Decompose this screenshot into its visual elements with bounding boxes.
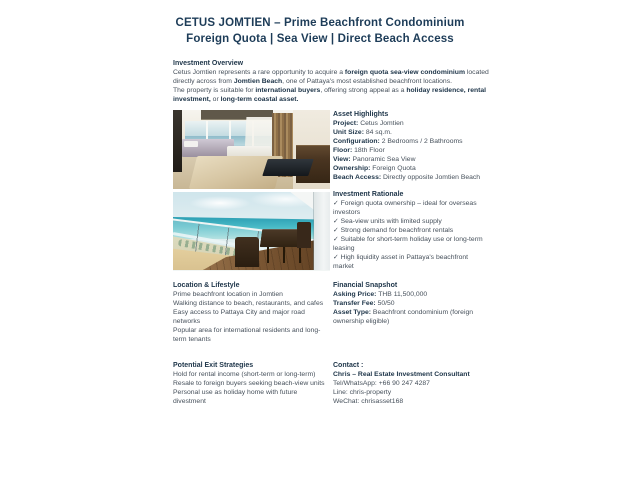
overview-paragraph-2: The property is suitable for international buyers, offering strong appeal as a holiday residence, rental investment, or long-term coastal asset.: [173, 87, 487, 103]
heading-investment-rationale: Investment Rationale: [333, 191, 404, 198]
location-item: Prime beachfront location in Jomtien: [173, 291, 283, 298]
spec-row: [333, 155, 490, 164]
row-exit-contact: [173, 361, 490, 406]
contact-name: Chris – Real Estate Investment Consultant: [333, 371, 470, 378]
contact-wechat-id: WeChat: chrisasset168: [333, 398, 404, 405]
rationale-item: ✓ Foreign quota ownership – ideal for overseas investors: [333, 200, 477, 216]
heading-financial-snapshot: Financial Snapshot: [333, 282, 398, 289]
section-location-lifestyle: [173, 281, 330, 344]
heading-exit-strategies: Potential Exit Strategies: [173, 362, 254, 369]
spec-row: [333, 137, 490, 146]
spec-label: Ownership:: [333, 165, 371, 172]
heading-contact: Contact :: [333, 362, 364, 369]
spec-value: Beachfront condominium (foreign ownership eligible): [333, 309, 474, 325]
spec-label: Floor:: [333, 147, 353, 154]
section-exit-strategies: [173, 361, 330, 406]
spec-value: 2 Bedrooms / 2 Bathrooms: [379, 138, 463, 145]
spec-value: Cetus Jomtien: [358, 120, 404, 127]
spec-value: Panoramic Sea View: [350, 156, 416, 163]
spec-label: Unit Size:: [333, 129, 364, 136]
contact-line-id: Line: chris-property: [333, 389, 392, 396]
spec-label: Asset Type:: [333, 309, 372, 316]
page-title-line1: CETUS JOMTIEN – Prime Beachfront Condominium: [175, 17, 465, 29]
pillow: [184, 141, 198, 147]
exit-item: Resale to foreign buyers seeking beach-view units: [173, 380, 325, 387]
table-legs: [267, 246, 303, 263]
spec-value: 84 sq.m.: [363, 129, 392, 136]
row-location-financial: [173, 281, 490, 344]
page-title-line2: Foreign Quota | Sea View | Direct Beach Access: [186, 32, 454, 45]
overview-paragraph-1: Cetus Jomtien represents a rare opportunity to acquire a foreign quota sea-view condominium located directly across from Jomtien Beach, one of Pattaya's most established beachfront locations.: [173, 69, 489, 85]
spec-label: Beach Access:: [333, 174, 382, 181]
spec-row: [333, 146, 490, 155]
highlights-column: [333, 110, 490, 271]
heading-asset-highlights: Asset Highlights: [333, 111, 389, 118]
spec-row: [333, 128, 490, 137]
exit-item: Hold for rental income (short-term or long-term): [173, 371, 316, 378]
rationale-item: ✓ Strong demand for beachfront rentals: [333, 227, 454, 234]
spec-value: 50/50: [375, 300, 395, 307]
heading-investment-overview: Investment Overview: [173, 60, 244, 67]
spec-row: [333, 290, 490, 299]
spec-value: Directly opposite Jomtien Beach: [381, 174, 481, 181]
rationale-item: ✓ Suitable for short-term holiday use or long-term leasing: [333, 236, 483, 252]
tv-edge: [173, 110, 182, 172]
rationale-item: ✓ Sea-view units with limited supply: [333, 218, 442, 225]
spec-value: THB 11,500,000: [376, 291, 428, 298]
spec-label: Project:: [333, 120, 359, 127]
interior-photo: [173, 110, 330, 189]
spec-row: [333, 299, 490, 308]
glass-coffee-table: [262, 159, 314, 176]
spec-value: Foreign Quota: [370, 165, 416, 172]
photo-column: [173, 110, 330, 271]
section-investment-rationale: [333, 190, 490, 271]
content-area: [173, 59, 490, 406]
section-investment-overview: [173, 59, 490, 104]
spec-row: [333, 173, 490, 182]
spec-row: [333, 119, 490, 128]
white-column: [314, 192, 330, 270]
spec-label: Asking Price:: [333, 291, 377, 298]
section-asset-highlights: [333, 110, 490, 182]
spec-row: [333, 164, 490, 173]
rationale-item: ✓ High liquidity asset in Pattaya's beachfront market: [333, 254, 469, 270]
spec-label: Transfer Fee:: [333, 300, 376, 307]
location-item: Easy access to Pattaya City and major road networks: [173, 309, 305, 325]
chair: [297, 222, 311, 248]
chair: [235, 237, 259, 267]
spec-label: Configuration:: [333, 138, 380, 145]
spec-row: [333, 308, 490, 326]
section-financial-snapshot: [333, 281, 490, 344]
exit-item: Personal use as holiday home with future divestment: [173, 389, 298, 405]
contact-phone: Tel/WhatsApp: +66 90 247 4287: [333, 380, 430, 387]
location-item: Walking distance to beach, restaurants, and cafes: [173, 300, 324, 307]
page-title: [0, 0, 640, 47]
spec-value: 18th Floor: [352, 147, 385, 154]
balcony-photo: [173, 192, 330, 271]
location-item: Popular area for international residents and long-term tenants: [173, 327, 321, 343]
row-photos-and-highlights: [173, 110, 490, 271]
heading-location-lifestyle: Location & Lifestyle: [173, 282, 240, 289]
spec-label: View:: [333, 156, 351, 163]
section-contact: [333, 361, 490, 406]
